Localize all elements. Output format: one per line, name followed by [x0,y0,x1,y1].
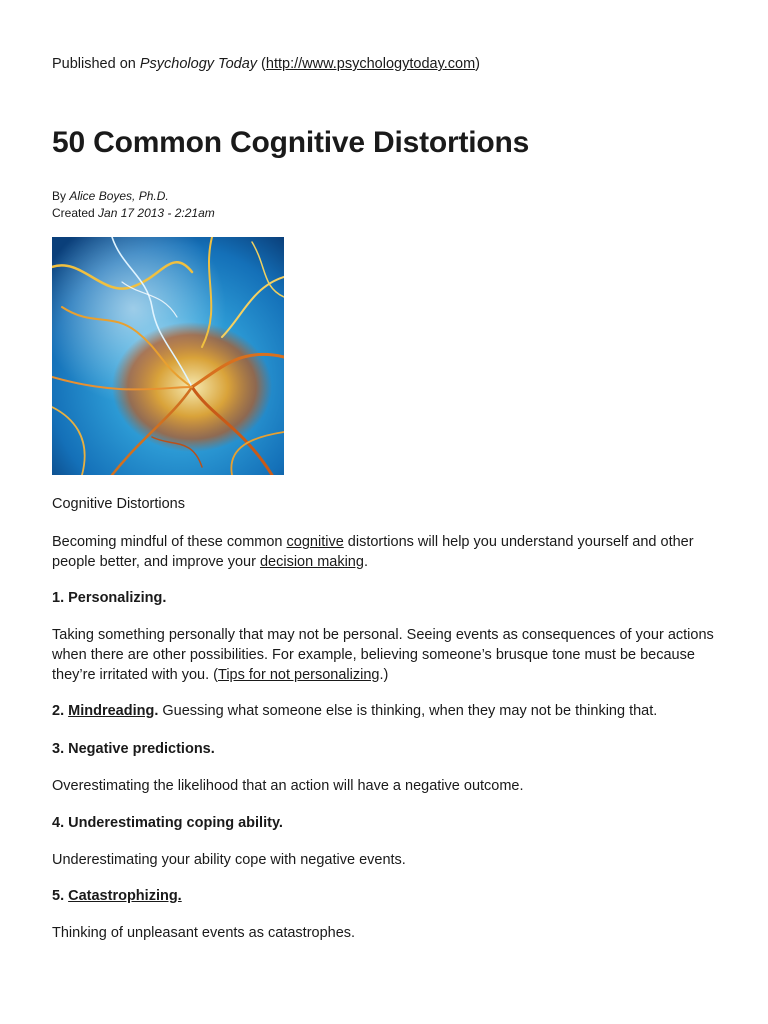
created-line [52,205,215,222]
published-prefix: Published on [52,56,140,72]
item-1-text: Taking something personally that may not be personal. Seeing events as consequences of your actions when there are other possibilities. For example, believing someone’s brusque tone must be because they’re irritated with you. ( [52,627,714,683]
item-1-text-end: .) [379,667,389,683]
intro-paragraph [52,532,722,572]
created-label: Created [52,206,99,220]
author-line [52,188,215,205]
created-date: Jan 17 2013 - 2:21am [98,206,215,220]
author-name: Alice Boyes, Ph.D. [69,189,169,203]
intro-text-2: distortions will help you understand yourself and other people better, and improve your [52,534,694,570]
item-5-heading [52,886,722,906]
neuron-image [52,237,284,475]
cognitive-link[interactable]: cognitive [286,534,344,550]
intro-text-3: . [363,554,368,570]
paren-open: ( [257,56,266,72]
paren-close: ) [475,56,481,72]
item-5-number: 5. [52,888,69,904]
catastrophizing-link[interactable]: Catastrophizing. [68,888,182,904]
neuron-illustration [52,237,284,475]
article-title: 50 Common Cognitive Distortions [52,126,530,159]
item-3-body: Overestimating the likelihood that an action will have a negative outcome. [52,778,524,794]
site-name: Psychology Today [139,56,258,72]
item-1-body [52,625,722,685]
item-1-heading: 1. Personalizing. [52,590,167,606]
by-label: By [52,189,70,203]
personalizing-tips-link[interactable]: Tips for not personalizing [218,667,380,683]
intro-text-1: Becoming mindful of these common [52,534,287,550]
item-4-body: Underestimating your ability cope with negative events. [52,852,406,868]
item-2-body: Guessing what someone else is thinking, when they may not be thinking that. [158,703,658,719]
image-caption: Cognitive Distortions [52,496,185,512]
site-url-link[interactable]: http://www.psychologytoday.com [265,56,476,72]
mindreading-link[interactable]: Mindreading [68,703,155,719]
item-2 [52,701,722,721]
item-2-dot: . [154,703,159,719]
item-2-number: 2. [52,703,69,719]
item-3-heading: 3. Negative predictions. [52,741,215,757]
published-line [52,56,480,72]
item-4-heading: 4. Underestimating coping ability. [52,815,283,831]
decision-making-link[interactable]: decision making [259,554,364,570]
byline [52,188,215,222]
item-5-body: Thinking of unpleasant events as catastrophes. [52,925,356,941]
